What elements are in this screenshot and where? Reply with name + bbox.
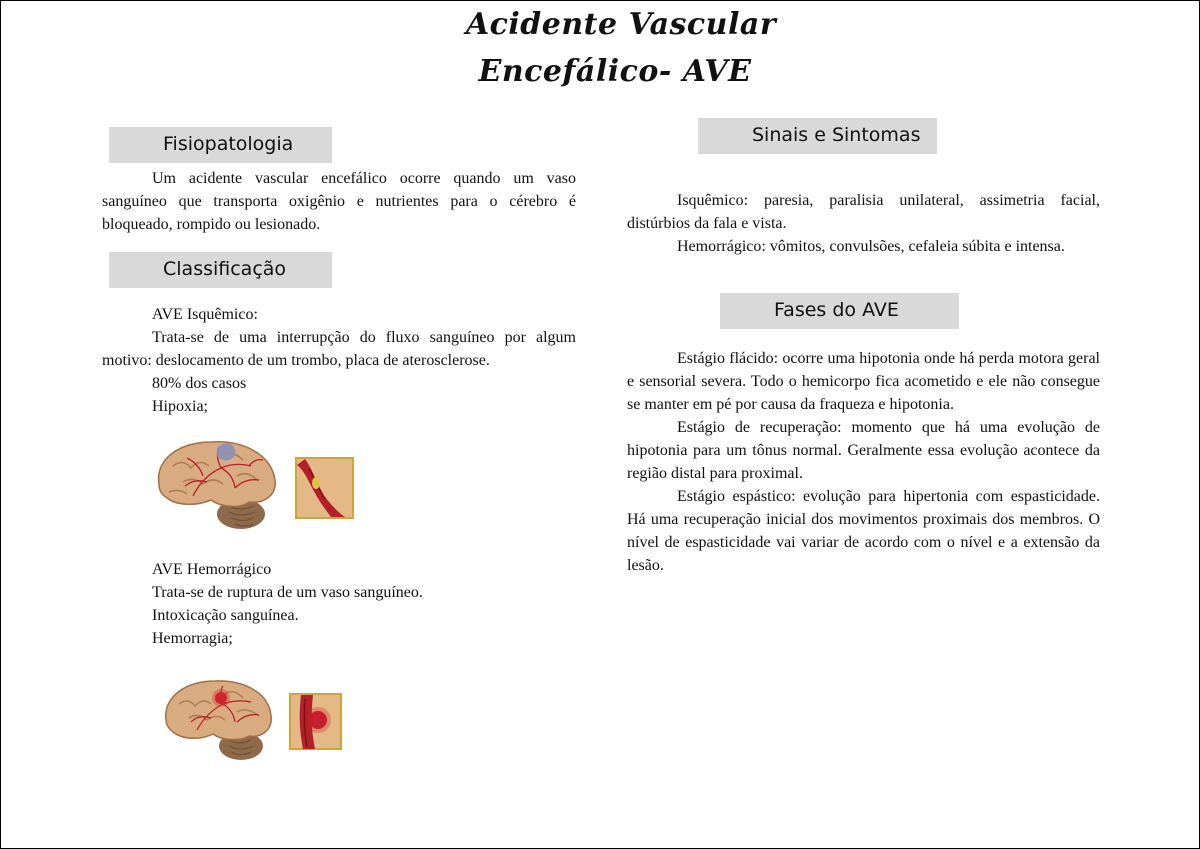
fase-recuperacao: Estágio de recuperação: momento que há uma evolução de hipotonia para um tônus normal. Geralmente essa evolução acontece da região distal para proximal.: [627, 419, 1100, 482]
fase-espastico: Estágio espástico: evolução para hipertonia com espasticidade. Há uma recuperação inicial dos movimentos proximais dos membros. O nível de espasticidade vai variar de acordo com o nível e a extensão da lesão.: [627, 488, 1100, 574]
brain-ischemic-icon: [153, 436, 279, 531]
sinais-isquemico: Isquêmico: paresia, paralisia unilateral, assimetria facial, distúrbios da fala e vista.: [627, 192, 1100, 232]
fase-flacido: Estágio flácido: ocorre uma hipotonia onde há perda motora geral e sensorial severa. Todo o hemicorpo fica acometido e ele não consegue se manter em pé por causa da fraqueza e hipotonia.: [627, 350, 1100, 413]
document-title-line1: Acidente Vascular: [465, 7, 777, 42]
ave-isquemico-title: AVE Isquêmico:: [152, 306, 258, 323]
ave-hemorragico-desc: Trata-se de ruptura de um vaso sanguíneo.: [152, 584, 423, 601]
heading-fisiopatologia: Fisiopatologia: [109, 127, 332, 163]
fisiopatologia-text: [102, 167, 576, 236]
sinais-sintomas-text: [627, 189, 1100, 258]
vessel-clot-icon: [295, 457, 354, 519]
heading-classificacao: Classificação: [109, 252, 332, 288]
ave-isquemico-section: [102, 303, 576, 418]
heading-fases-ave: Fases do AVE: [720, 293, 959, 329]
ave-hemorragico-section: [102, 558, 576, 650]
document-title-line2: Encefálico- AVE: [478, 54, 752, 89]
ave-isquemico-desc: Trata-se de uma interrupção do fluxo sanguíneo por algum motivo: deslocamento de um trombo, placa de aterosclerose.: [102, 329, 576, 369]
fases-ave-text: [627, 347, 1100, 577]
ave-hemorragico-line2: Hemorragia;: [152, 630, 233, 647]
brain-hemorrhage-icon: [161, 676, 275, 762]
vessel-rupture-icon: [289, 693, 342, 750]
heading-sinais-sintomas: Sinais e Sintomas: [698, 118, 937, 154]
ave-hemorragico-line1: Intoxicação sanguínea.: [152, 607, 299, 624]
ave-hemorragico-title: AVE Hemorrágico: [152, 561, 272, 578]
ave-isquemico-line2: Hipoxia;: [152, 398, 208, 415]
fisiopatologia-paragraph: Um acidente vascular encefálico ocorre quando um vaso sanguíneo que transporta oxigênio e nutrientes para o cérebro é bloqueado, rompido ou lesionado.: [102, 170, 576, 233]
sinais-hemorragico: Hemorrágico: vômitos, convulsões, cefaleia súbita e intensa.: [677, 238, 1065, 255]
ave-isquemico-line1: 80% dos casos: [152, 375, 247, 392]
